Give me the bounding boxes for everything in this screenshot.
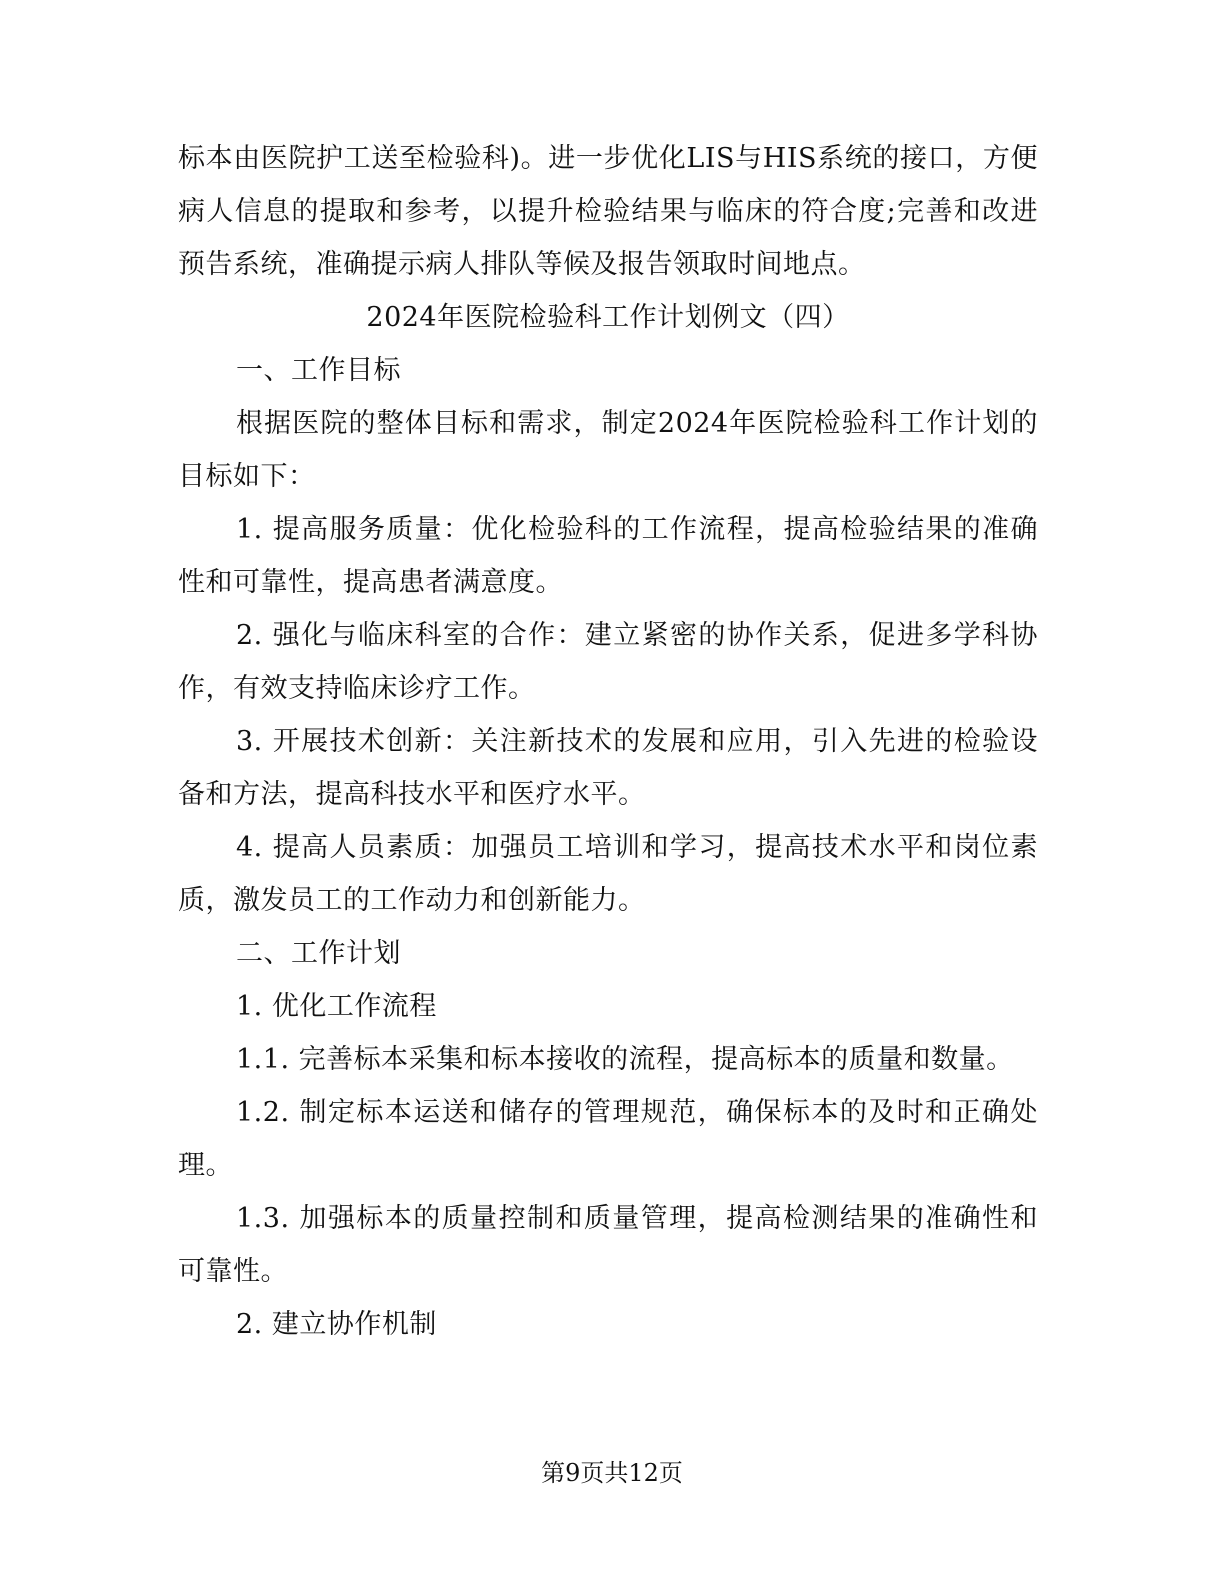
page-number-footer: 第9页共12页 <box>541 1459 683 1487</box>
list-item-goal-2: 2. 强化与临床科室的合作：建立紧密的协作关系，促进多学科协作，有效支持临床诊疗工作。 <box>178 620 1038 704</box>
list-item-1-2: 1.2. 制定标本运送和储存的管理规范，确保标本的及时和正确处理。 <box>178 1097 1038 1181</box>
list-item-1-1: 1.1. 完善标本采集和标本接收的流程，提高标本的质量和数量。 <box>236 1044 1014 1075</box>
heading-work-plan: 二、工作计划 <box>236 938 401 969</box>
section-title: 2024年医院检验科工作计划例文（四） <box>366 302 850 333</box>
heading-work-goals: 一、工作目标 <box>236 355 401 386</box>
list-item-goal-1: 1. 提高服务质量：优化检验科的工作流程，提高检验结果的准确性和可靠性，提高患者满意度。 <box>178 514 1038 598</box>
subheading-optimize-workflow: 1. 优化工作流程 <box>236 991 437 1022</box>
list-item-1-3: 1.3. 加强标本的质量控制和质量管理，提高检测结果的准确性和可靠性。 <box>178 1203 1038 1287</box>
paragraph-goals-intro: 根据医院的整体目标和需求，制定2024年医院检验科工作计划的目标如下： <box>178 408 1038 492</box>
subheading-collaboration: 2. 建立协作机制 <box>236 1309 437 1340</box>
list-item-goal-3: 3. 开展技术创新：关注新技术的发展和应用，引入先进的检验设备和方法，提高科技水平和医疗水平。 <box>178 726 1038 810</box>
paragraph-continuation: 标本由医院护工送至检验科)。进一步优化LIS与HIS系统的接口，方便病人信息的提取和参考，以提升检验结果与临床的符合度;完善和改进预告系统，准确提示病人排队等候及报告领取时间地点。 <box>178 143 1038 280</box>
list-item-goal-4: 4. 提高人员素质：加强员工培训和学习，提高技术水平和岗位素质，激发员工的工作动力和创新能力。 <box>178 832 1038 916</box>
document-body <box>178 132 1038 1351</box>
